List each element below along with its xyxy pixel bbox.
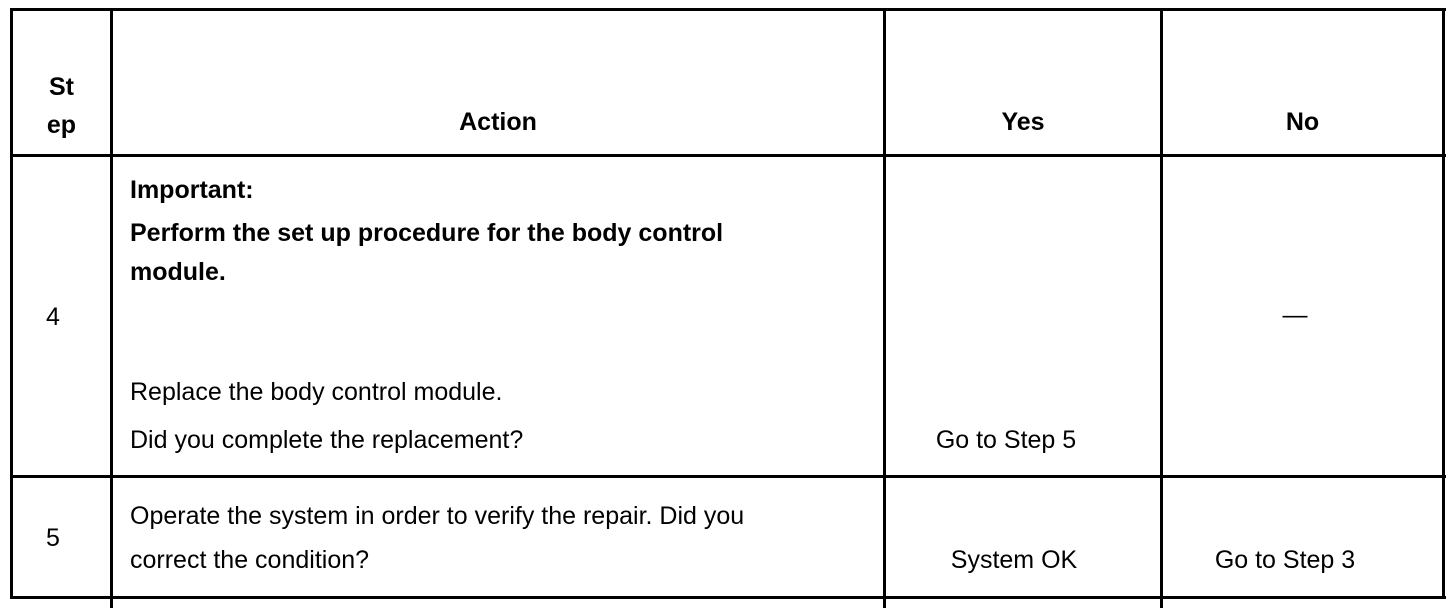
important-text: Perform the set up procedure for the body control module. [130, 219, 724, 286]
header-divider [10, 154, 1446, 157]
step-number: 4 [46, 303, 60, 331]
table-border-bottom [10, 596, 1446, 599]
action-question: correct the condition? [130, 546, 370, 574]
header-no: No [1285, 108, 1320, 136]
action-question: Did you complete the replacement? [130, 426, 524, 454]
yes-result: Go to Step 5 [935, 426, 1077, 454]
header-action: Action [459, 108, 537, 136]
column-divider-action [883, 8, 886, 608]
important-label: Important: [130, 176, 254, 204]
column-border-right [1442, 8, 1445, 599]
column-divider-step [110, 8, 113, 608]
yes-result: System OK [950, 546, 1078, 574]
no-result: Go to Step 3 [1214, 546, 1356, 574]
action-instruction: Operate the system in order to verify the repair. Did you [130, 502, 745, 530]
row-divider [10, 475, 1446, 478]
step-number: 5 [46, 524, 60, 552]
no-result: — [1282, 301, 1308, 329]
header-step: St ep [46, 73, 77, 139]
header-yes: Yes [1001, 108, 1045, 136]
action-instruction: Replace the body control module. [130, 378, 503, 406]
table-border-top [10, 8, 1446, 11]
